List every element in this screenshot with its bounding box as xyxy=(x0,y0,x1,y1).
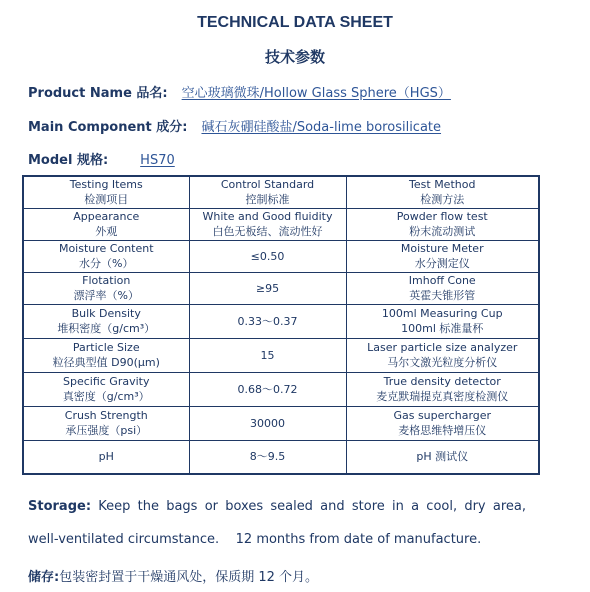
cell-test-method: True density detector 麦克默瑞提克真密度检测仪 xyxy=(346,372,539,406)
table-row xyxy=(23,440,539,474)
table-row xyxy=(23,406,539,440)
cell-testing-item: Moisture Content 水分（%） xyxy=(23,240,189,272)
cell-test-method: 100ml Measuring Cup 100ml 标准量杯 xyxy=(346,304,539,338)
cell-test-method: pH 测试仪 xyxy=(346,440,539,474)
model-label: Model 规格: xyxy=(28,153,109,168)
storage-text-2: well-ventilated circumstance. 12 months from date of manufacture. xyxy=(28,532,482,547)
page-subtitle: 技术参数 xyxy=(264,48,325,66)
cell-testing-item: pH xyxy=(23,440,189,474)
page-title: TECHNICAL DATA SHEET xyxy=(197,14,393,31)
cell-testing-item: Crush Strength 承压强度（psi） xyxy=(23,406,189,440)
header-control-standard: Control Standard 控制标准 xyxy=(189,176,346,208)
table-row xyxy=(23,208,539,240)
cell-control-standard: ≥95 xyxy=(189,272,346,304)
storage-label-cn: 储存: xyxy=(28,570,60,585)
cell-test-method: Powder flow test 粉末流动测试 xyxy=(346,208,539,240)
storage-text-cn: 包装密封置于干燥通风处，保质期 12 个月。 xyxy=(59,570,319,585)
table-row xyxy=(23,304,539,338)
spec-table xyxy=(22,175,540,475)
header-testing-items: Testing Items 检测项目 xyxy=(23,176,189,208)
storage-text-1: Keep the bags or boxes sealed and store in a cool, dry area, xyxy=(98,499,526,514)
cell-control-standard: 0.68～0.72 xyxy=(189,372,346,406)
storage-line-1 xyxy=(28,499,526,514)
cell-test-method: Laser particle size analyzer 马尔文激光粒度分析仪 xyxy=(346,338,539,372)
main-component-label: Main Component 成分: xyxy=(28,120,188,135)
header-test-method: Test Method 检测方法 xyxy=(346,176,539,208)
cell-testing-item: Specific Gravity 真密度（g/cm³） xyxy=(23,372,189,406)
storage-line-2 xyxy=(28,532,526,547)
cell-control-standard: 15 xyxy=(189,338,346,372)
main-component-field xyxy=(28,116,441,135)
main-component-value: 碱石灰硼硅酸盐/Soda-lime borosilicate xyxy=(201,120,442,135)
cell-control-standard: 8～9.5 xyxy=(189,440,346,474)
cell-testing-item: Flotation 漂浮率（%） xyxy=(23,272,189,304)
storage-line-cn xyxy=(28,566,526,585)
product-name-label: Product Name 品名: xyxy=(28,86,168,101)
table-row xyxy=(23,240,539,272)
table-row xyxy=(23,338,539,372)
table-header-row xyxy=(23,176,539,208)
product-name-value: 空心玻璃微珠/Hollow Glass Sphere（HGS） xyxy=(181,86,451,101)
cell-testing-item: Bulk Density 堆积密度（g/cm³） xyxy=(23,304,189,338)
cell-control-standard: White and Good fluidity 白色无板结、流动性好 xyxy=(189,208,346,240)
cell-test-method: Gas supercharger 麦格思维特增压仪 xyxy=(346,406,539,440)
storage-label: Storage: xyxy=(28,499,92,514)
cell-testing-item: Appearance 外观 xyxy=(23,208,189,240)
model-field xyxy=(28,149,193,168)
table-row xyxy=(23,272,539,304)
product-name-field xyxy=(28,82,451,101)
table-row xyxy=(23,372,539,406)
cell-testing-item: Particle Size 粒径典型值 D90(μm) xyxy=(23,338,189,372)
cell-test-method: Moisture Meter 水分测定仪 xyxy=(346,240,539,272)
cell-control-standard: 0.33～0.37 xyxy=(189,304,346,338)
cell-test-method: Imhoff Cone 英霍夫锥形管 xyxy=(346,272,539,304)
cell-control-standard: ≤0.50 xyxy=(189,240,346,272)
cell-control-standard: 30000 xyxy=(189,406,346,440)
model-value: HS70 xyxy=(140,153,175,168)
